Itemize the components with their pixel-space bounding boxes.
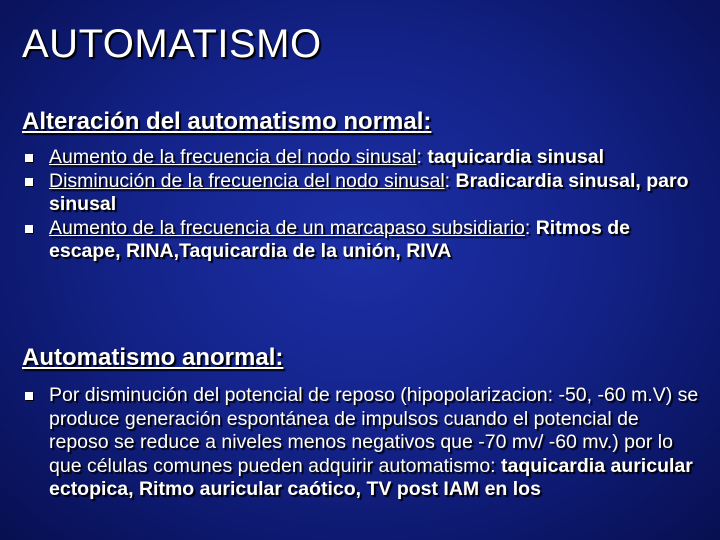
square-bullet-icon bbox=[25, 178, 33, 186]
bullet-separator: : bbox=[444, 169, 456, 192]
square-bullet-icon bbox=[25, 225, 33, 233]
square-bullet-icon bbox=[25, 392, 33, 400]
bullet-item bbox=[22, 170, 702, 217]
square-bullet-icon bbox=[25, 154, 33, 162]
bullet-rest: taquicardia auricular ectopica, Ritmo auricular caótico, TV post IAM en los bbox=[49, 454, 693, 500]
bullet-item bbox=[22, 384, 702, 502]
bullet-lead: Aumento de la frecuencia del nodo sinusal bbox=[49, 146, 417, 168]
bullet-separator: : bbox=[524, 216, 536, 239]
bullet-text: Por disminución del potencial de reposo (hipopolarizacion: -50, -60 m.V) se produce generación espontánea de impulsos cuando el potencial de reposo se reduce a niveles menos negativos que -70 mv/ -60 mv.) por lo que células comunes pueden adquirir automatismo: bbox=[49, 384, 699, 477]
bullet-rest: Bradicardia sinusal, paro sinusal bbox=[49, 169, 689, 215]
bullet-item bbox=[22, 146, 702, 170]
bullet-item bbox=[22, 217, 702, 264]
bullet-separator: : bbox=[416, 146, 428, 168]
bullet-lead: Disminución de la frecuencia del nodo sinusal bbox=[49, 169, 445, 192]
bullet-rest: taquicardia sinusal bbox=[427, 146, 604, 168]
section-heading-abnormal: Automatismo anormal: bbox=[22, 344, 284, 371]
slide-title: AUTOMATISMO bbox=[22, 22, 322, 66]
bullet-list-abnormal bbox=[22, 384, 702, 502]
section-heading-normal: Alteración del automatismo normal: bbox=[22, 108, 432, 135]
bullet-lead: Aumento de la frecuencia de un marcapaso subsidiario bbox=[49, 216, 525, 239]
bullet-rest: Ritmos de escape, RINA,Taquicardia de la unión, RIVA bbox=[49, 216, 630, 262]
bullet-list-normal bbox=[22, 146, 702, 264]
